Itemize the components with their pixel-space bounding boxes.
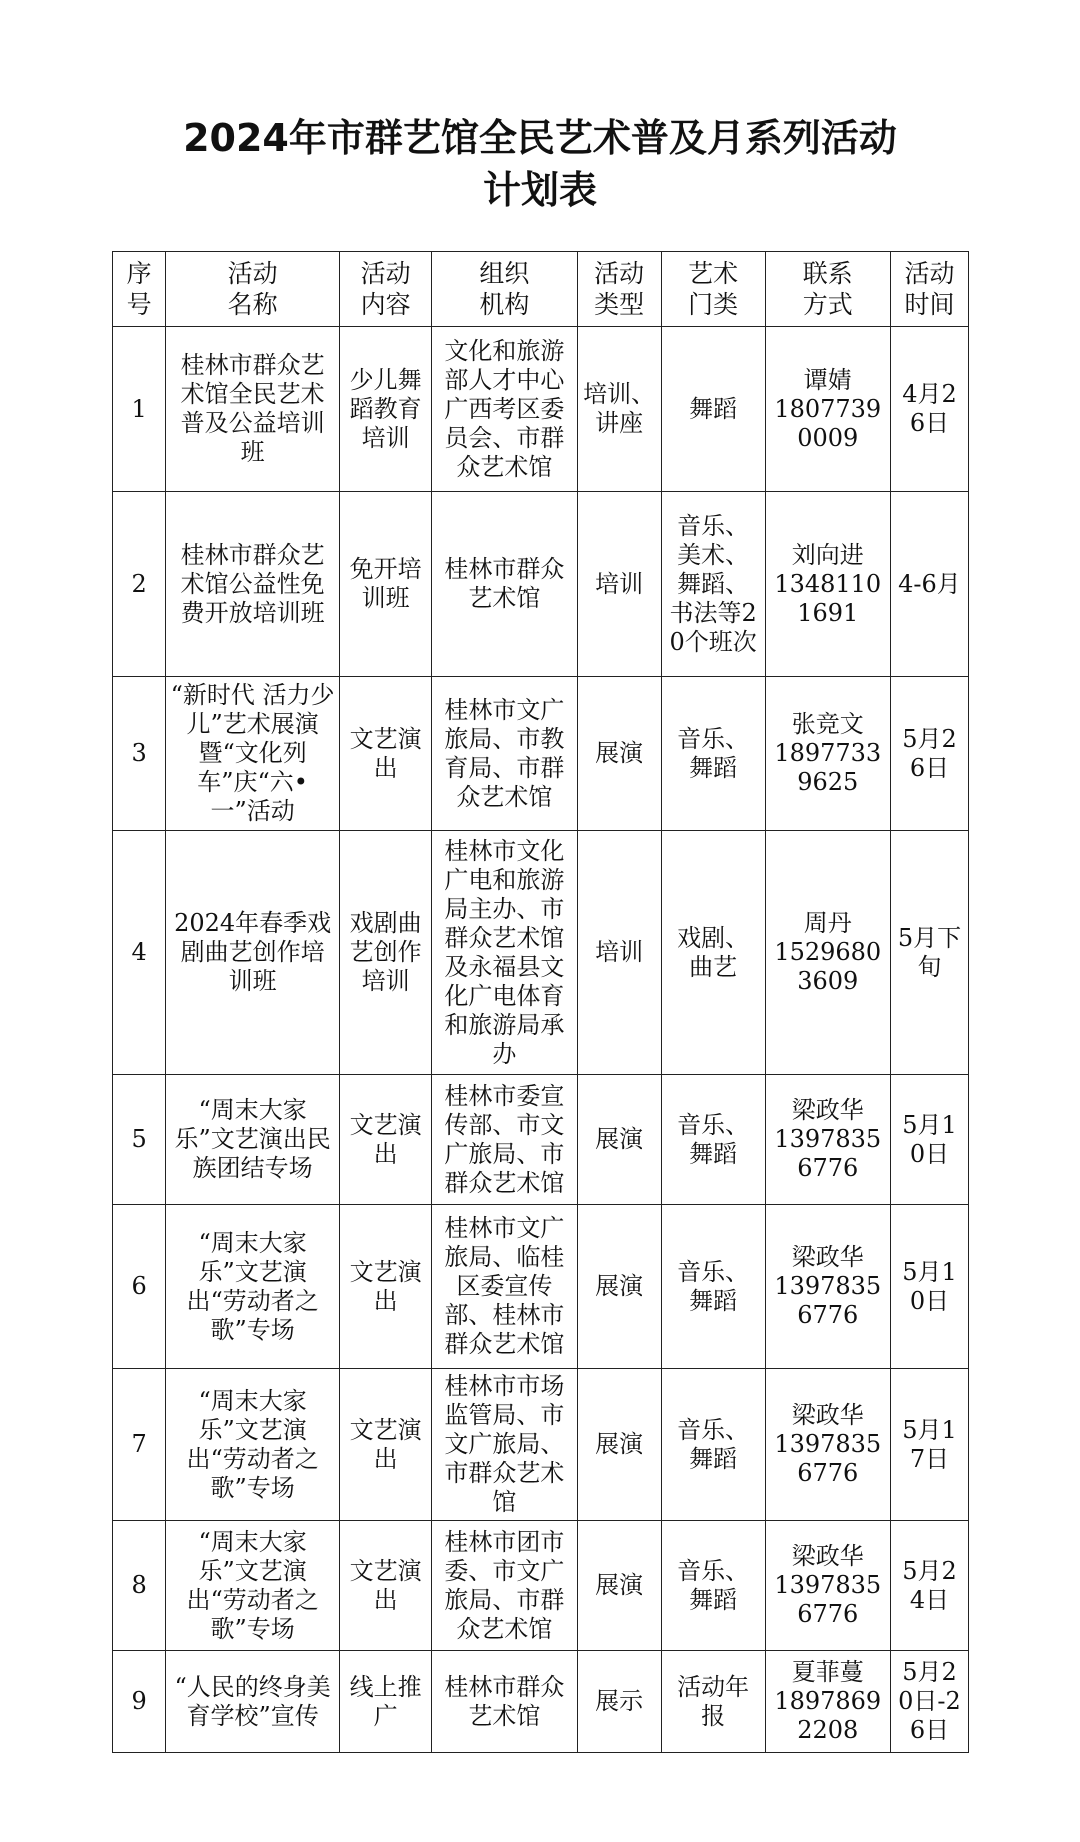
cell-contact bbox=[765, 1521, 890, 1651]
cell-type: 展示 bbox=[577, 1651, 661, 1753]
cell-content: 少儿舞蹈教育培训 bbox=[340, 327, 432, 492]
cell-org: 桂林市团市委、市文广旅局、市群众艺术馆 bbox=[432, 1521, 577, 1651]
header-content: 活动 内容 bbox=[340, 252, 432, 327]
cell-name: 桂林市群众艺术馆公益性免费开放培训班 bbox=[166, 492, 340, 677]
cell-category: 音乐、舞蹈 bbox=[661, 677, 765, 831]
cell-name: “周末大家乐”文艺演出民族团结专场 bbox=[166, 1075, 340, 1205]
header-seq: 序 号 bbox=[113, 252, 166, 327]
cell-org: 桂林市市场监管局、市文广旅局、市群众艺术馆 bbox=[432, 1369, 577, 1521]
header-contact: 联系 方式 bbox=[765, 252, 890, 327]
cell-time: 4-6月 bbox=[890, 492, 968, 677]
cell-content: 戏剧曲艺创作培训 bbox=[340, 831, 432, 1075]
contact-name: 谭婧 bbox=[803, 365, 852, 394]
contact-name: 梁政华 bbox=[791, 1243, 864, 1271]
cell-type: 展演 bbox=[577, 677, 661, 831]
cell-seq: 6 bbox=[113, 1205, 166, 1369]
contact-name: 周丹 bbox=[803, 909, 852, 937]
cell-name: 桂林市群众艺术馆全民艺术普及公益培训班 bbox=[166, 327, 340, 492]
cell-category: 音乐、美术、舞蹈、书法等20个班次 bbox=[661, 492, 765, 677]
cell-type: 展演 bbox=[577, 1521, 661, 1651]
header-type: 活动 类型 bbox=[577, 252, 661, 327]
title-line-2: 计划表 bbox=[482, 168, 597, 212]
cell-time: 5月20日-26日 bbox=[890, 1651, 968, 1753]
contact-phone: 13978356776 bbox=[774, 1430, 882, 1487]
cell-type: 展演 bbox=[577, 1205, 661, 1369]
header-time: 活动 时间 bbox=[890, 252, 968, 327]
cell-contact bbox=[765, 831, 890, 1075]
contact-name: 梁政华 bbox=[791, 1096, 864, 1124]
cell-time: 5月下旬 bbox=[890, 831, 968, 1075]
contact-name: 夏菲蔓 bbox=[791, 1658, 864, 1686]
cell-seq: 1 bbox=[113, 327, 166, 492]
table-row bbox=[113, 831, 969, 1075]
cell-time: 5月10日 bbox=[890, 1205, 968, 1369]
cell-org: 桂林市委宣传部、市文广旅局、市群众艺术馆 bbox=[432, 1075, 577, 1205]
cell-content: 线上推广 bbox=[340, 1651, 432, 1753]
cell-seq: 8 bbox=[113, 1521, 166, 1651]
document-title bbox=[0, 112, 1080, 216]
cell-contact bbox=[765, 492, 890, 677]
header-category: 艺术 门类 bbox=[661, 252, 765, 327]
header-org: 组织 机构 bbox=[432, 252, 577, 327]
table-row bbox=[113, 327, 969, 492]
cell-type: 展演 bbox=[577, 1369, 661, 1521]
cell-category: 戏剧、曲艺 bbox=[661, 831, 765, 1075]
table-row bbox=[113, 1075, 969, 1205]
contact-phone: 15296803609 bbox=[774, 938, 882, 995]
cell-name: “周末大家乐”文艺演出“劳动者之歌”专场 bbox=[166, 1205, 340, 1369]
cell-org: 桂林市群众艺术馆 bbox=[432, 1651, 577, 1753]
cell-name: 2024年春季戏剧曲艺创作培训班 bbox=[166, 831, 340, 1075]
contact-name: 刘向进 bbox=[791, 540, 864, 569]
cell-content: 文艺演出 bbox=[340, 1521, 432, 1651]
table-row bbox=[113, 1369, 969, 1521]
cell-content: 免开培训班 bbox=[340, 492, 432, 677]
table-row bbox=[113, 1651, 969, 1753]
contact-phone: 13978356776 bbox=[774, 1125, 882, 1182]
contact-phone: 18978692208 bbox=[774, 1687, 882, 1744]
cell-org: 桂林市文广旅局、临桂区委宣传部、桂林市群众艺术馆 bbox=[432, 1205, 577, 1369]
cell-type: 展演 bbox=[577, 1075, 661, 1205]
cell-seq: 2 bbox=[113, 492, 166, 677]
cell-org: 文化和旅游部人才中心广西考区委员会、市群众艺术馆 bbox=[432, 327, 577, 492]
contact-phone: 18977339625 bbox=[774, 739, 882, 796]
cell-org: 桂林市文化广电和旅游局主办、市群众艺术馆及永福县文化广电体育和旅游局承办 bbox=[432, 831, 577, 1075]
cell-time: 5月10日 bbox=[890, 1075, 968, 1205]
cell-seq: 3 bbox=[113, 677, 166, 831]
cell-seq: 5 bbox=[113, 1075, 166, 1205]
contact-phone: 13481101691 bbox=[774, 569, 882, 627]
cell-category: 舞蹈 bbox=[661, 327, 765, 492]
cell-name: “周末大家乐”文艺演出“劳动者之歌”专场 bbox=[166, 1369, 340, 1521]
cell-contact bbox=[765, 677, 890, 831]
contact-phone: 18077390009 bbox=[774, 394, 882, 452]
cell-seq: 7 bbox=[113, 1369, 166, 1521]
cell-contact bbox=[765, 1205, 890, 1369]
cell-name: “人民的终身美育学校”宣传 bbox=[166, 1651, 340, 1753]
cell-time: 5月17日 bbox=[890, 1369, 968, 1521]
table-row bbox=[113, 1205, 969, 1369]
contact-name: 张竞文 bbox=[791, 710, 864, 738]
cell-time: 5月26日 bbox=[890, 677, 968, 831]
cell-category: 活动年报 bbox=[661, 1651, 765, 1753]
cell-content: 文艺演出 bbox=[340, 1369, 432, 1521]
cell-name: “新时代 活力少儿”艺术展演暨“文化列车”庆“六•一”活动 bbox=[166, 677, 340, 831]
table-row bbox=[113, 677, 969, 831]
cell-time: 5月24日 bbox=[890, 1521, 968, 1651]
cell-content: 文艺演出 bbox=[340, 1075, 432, 1205]
cell-org: 桂林市群众艺术馆 bbox=[432, 492, 577, 677]
contact-name: 梁政华 bbox=[791, 1401, 864, 1429]
table-row bbox=[113, 492, 969, 677]
cell-name: “周末大家乐”文艺演出“劳动者之歌”专场 bbox=[166, 1521, 340, 1651]
contact-phone: 13978356776 bbox=[774, 1272, 882, 1329]
cell-time: 4月26日 bbox=[890, 327, 968, 492]
cell-category: 音乐、舞蹈 bbox=[661, 1521, 765, 1651]
cell-category: 音乐、舞蹈 bbox=[661, 1075, 765, 1205]
cell-org: 桂林市文广旅局、市教育局、市群众艺术馆 bbox=[432, 677, 577, 831]
cell-content: 文艺演出 bbox=[340, 677, 432, 831]
cell-category: 音乐、舞蹈 bbox=[661, 1369, 765, 1521]
cell-content: 文艺演出 bbox=[340, 1205, 432, 1369]
activity-plan-table bbox=[112, 251, 969, 1753]
cell-type: 培训 bbox=[577, 831, 661, 1075]
contact-phone: 13978356776 bbox=[774, 1571, 882, 1628]
cell-type: 培训、讲座 bbox=[577, 327, 661, 492]
cell-contact bbox=[765, 1075, 890, 1205]
cell-type: 培训 bbox=[577, 492, 661, 677]
contact-name: 梁政华 bbox=[791, 1542, 864, 1570]
header-name: 活动 名称 bbox=[166, 252, 340, 327]
header-row bbox=[113, 252, 969, 327]
table-row bbox=[113, 1521, 969, 1651]
cell-contact bbox=[765, 327, 890, 492]
title-line-1: 2024年市群艺馆全民艺术普及月系列活动 bbox=[183, 116, 897, 160]
cell-seq: 9 bbox=[113, 1651, 166, 1753]
cell-category: 音乐、舞蹈 bbox=[661, 1205, 765, 1369]
cell-contact bbox=[765, 1369, 890, 1521]
cell-contact bbox=[765, 1651, 890, 1753]
cell-seq: 4 bbox=[113, 831, 166, 1075]
